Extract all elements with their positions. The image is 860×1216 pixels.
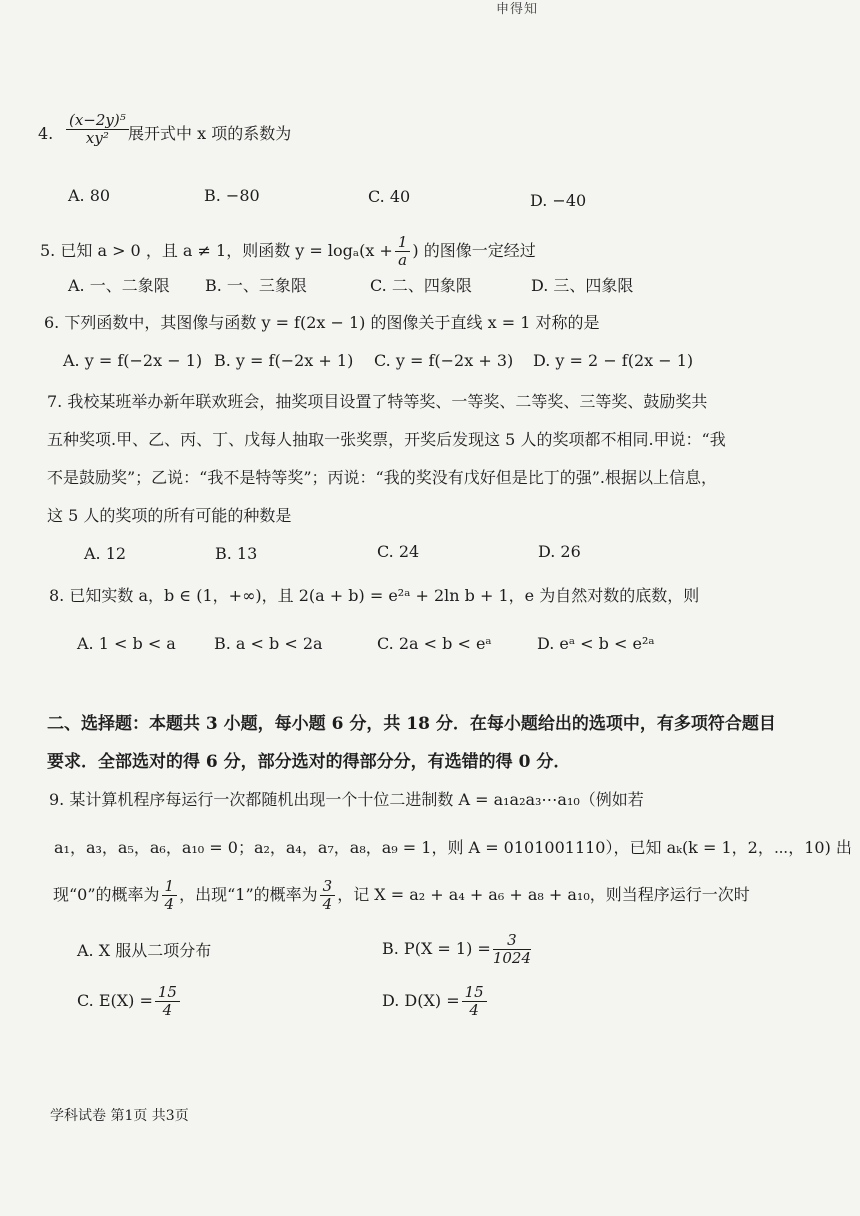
section-2-line-2: 要求．全部选对的得 6 分，部分选对的得部分分，有选错的得 0 分．: [47, 752, 571, 772]
q9-line-2: a₁，a₃，a₅，a₆，a₁₀ = 0；a₂，a₄，a₇，a₈，a₉ = 1，则 A = 0101001110），已知 aₖ(k = 1，2，⋯，10) 出: [54, 838, 852, 857]
q4-option-a: A. 80: [68, 186, 111, 205]
q9-option-c-pre: C. E(X) =: [77, 991, 153, 1010]
q6-option-b: B. y = f(−2x + 1): [214, 351, 354, 370]
q7-option-b: B. 13: [215, 544, 258, 563]
q5-option-a: A. 一、二象限: [68, 276, 170, 295]
q7-option-d: D. 26: [538, 542, 581, 561]
q5-stem-post: ) 的图像一定经过: [412, 241, 536, 260]
q5-frac-num: 1: [395, 234, 411, 252]
q9-option-d-den: 4: [469, 1001, 479, 1019]
q4-expression: [64, 112, 131, 147]
q4-expr-denominator: xy²: [85, 129, 109, 147]
section-2-line-1: 二、选择题：本题共 3 小题，每小题 6 分，共 18 分．在每小题给出的选项中，有多项符合题目: [47, 714, 776, 734]
q5-frac-den: a: [398, 251, 408, 269]
q4-number: 4.: [38, 124, 54, 143]
q9-option-d-num: 15: [462, 984, 487, 1002]
q9-option-b-pre: B. P(X = 1) =: [382, 939, 491, 958]
q9-frac1-num: 1: [162, 878, 178, 896]
q6-option-d: D. y = 2 − f(2x − 1): [533, 351, 694, 370]
q9-option-d-pre: D. D(X) =: [382, 991, 460, 1010]
q7-option-a: A. 12: [84, 544, 127, 563]
q8-option-a: A. 1 < b < a: [77, 634, 176, 653]
page-footer: 学科试卷 第1页 共3页: [50, 1108, 189, 1124]
q5-option-c: C. 二、四象限: [370, 276, 472, 295]
q7-line-4: 这 5 人的奖项的所有可能的种数是: [47, 506, 292, 525]
header-stamp: 申得知: [496, 2, 539, 17]
q9-option-b-num: 3: [493, 932, 531, 950]
q8-option-b: B. a < b < 2a: [214, 634, 323, 653]
q9-line-3: [53, 878, 750, 913]
q5-stem: [40, 234, 536, 269]
q9-option-c-den: 4: [162, 1001, 173, 1019]
q9-frac2-num: 3: [320, 878, 336, 896]
q9-option-b-den: 1024: [492, 949, 532, 967]
q7-line-3: 不是鼓励奖”；乙说：“我不是特等奖”；丙说：“我的奖没有戊好但是比丁的强”.根据以上信息，: [47, 468, 717, 487]
q9-option-b: [382, 932, 533, 967]
q6-stem: 6. 下列函数中，其图像与函数 y = f(2x − 1) 的图像关于直线 x = 1 对称的是: [44, 313, 600, 332]
q8-option-d: D. eᵃ < b < e²ᵃ: [537, 634, 655, 653]
q6-option-c: C. y = f(−2x + 3): [374, 351, 514, 370]
q9-option-d: [382, 984, 489, 1019]
q7-line-2: 五种奖项.甲、乙、丙、丁、戊每人抽取一张奖票，开奖后发现这 5 人的奖项都不相同.甲说：“我: [47, 430, 726, 449]
q4-stem: 展开式中 x 项的系数为: [128, 124, 292, 143]
q9-option-a: A. X 服从二项分布: [77, 941, 212, 960]
q9-line-3-pre: 现“0”的概率为: [53, 885, 160, 904]
q8-option-c: C. 2a < b < eᵃ: [377, 634, 492, 653]
q7-option-c: C. 24: [377, 542, 420, 561]
q5-option-b: B. 一、三象限: [205, 276, 307, 295]
q5-stem-pre: 5. 已知 a > 0 ，且 a ≠ 1，则函数 y = logₐ(x +: [40, 241, 393, 260]
q9-option-c-num: 15: [155, 984, 180, 1002]
q6-option-a: A. y = f(−2x − 1): [63, 351, 203, 370]
q4-option-b: B. −80: [204, 186, 260, 205]
q9-line-3-post: ，记 X = a₂ + a₄ + a₆ + a₈ + a₁₀，则当程序运行一次时: [337, 885, 750, 904]
q4-option-c: C. 40: [368, 187, 411, 206]
q9-option-c: [77, 984, 182, 1019]
q9-frac1-den: 4: [164, 895, 175, 913]
q8-stem: 8. 已知实数 a，b ∈ (1，+∞)，且 2(a + b) = e²ᵃ + 2ln b + 1，e 为自然对数的底数，则: [49, 586, 700, 605]
q9-line-1: 9. 某计算机程序每运行一次都随机出现一个十位二进制数 A = a₁a₂a₃⋯a₁₀（例如若: [49, 790, 644, 809]
q9-frac2-den: 4: [322, 895, 333, 913]
q4-expr-numerator: (x−2y)⁵: [66, 112, 129, 130]
q9-line-3-mid: ，出现“1”的概率为: [179, 885, 318, 904]
q4-option-d: D. −40: [530, 191, 587, 210]
q7-line-1: 7. 我校某班举办新年联欢班会，抽奖项目设置了特等奖、一等奖、二等奖、三等奖、鼓励奖共: [47, 392, 708, 411]
q5-option-d: D. 三、四象限: [531, 276, 634, 295]
